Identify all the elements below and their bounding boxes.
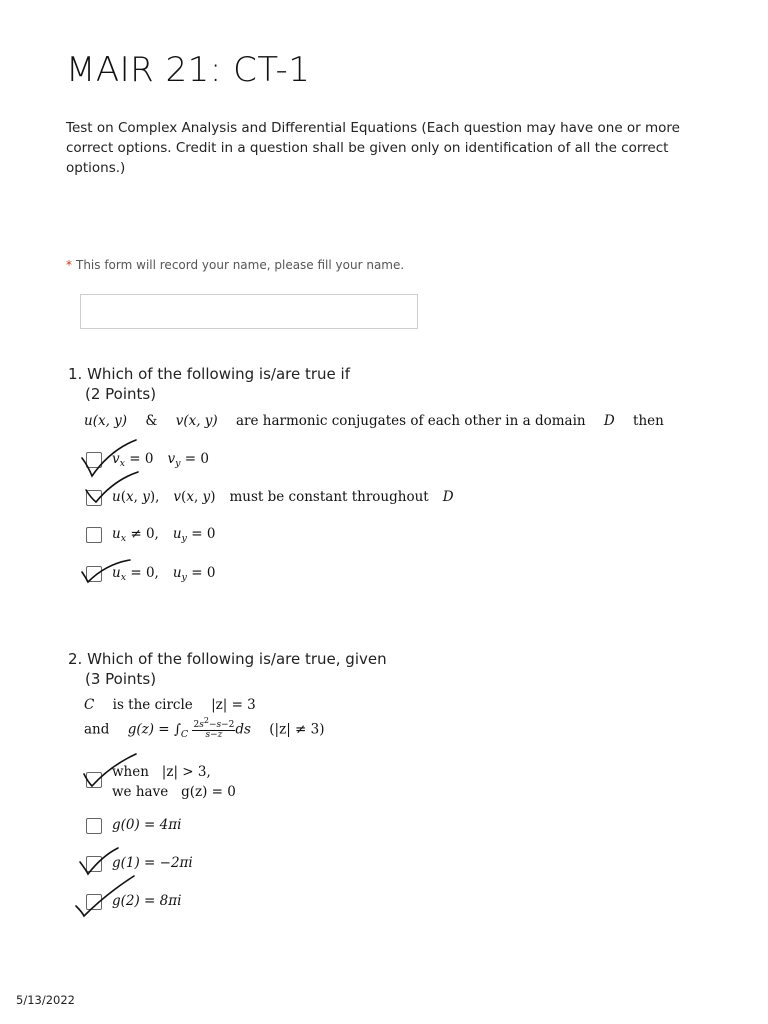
- q2-option-1[interactable]: [86, 764, 236, 802]
- q2-option-1-line-1: when |z| > 3,: [112, 764, 211, 780]
- q2-option-4-label: g(2) = 8πi: [112, 893, 182, 909]
- notice-text: This form will record your name, please fill your name.: [76, 258, 405, 272]
- q1-option-3-label: $u_x \ne 0$, $u_y = 0$: [112, 526, 216, 544]
- stem-domain: D: [603, 413, 615, 429]
- stem-g-integral: g(z) = ∫: [127, 721, 181, 738]
- form-description: Test on Complex Analysis and Differential Equations (Each question may have one or more correct options. Credit in a question shall be given only on identification of all the correct options.): [66, 120, 680, 176]
- stem-ds: ds: [235, 721, 251, 738]
- stem-then: then: [633, 413, 664, 429]
- question-1: [68, 364, 350, 404]
- print-date: 5/13/2022: [16, 993, 75, 1007]
- question-2-stem-2: [84, 716, 325, 740]
- question-1-stem: [84, 413, 664, 429]
- q1-option-1-checkbox[interactable]: [86, 452, 102, 468]
- question-2-title: 2. Which of the following is/are true, given: [68, 650, 387, 668]
- q2-option-2-label: g(0) = 4πi: [112, 817, 182, 833]
- q2-option-3-label: g(1) = −2πi: [112, 855, 193, 871]
- stem-text: are harmonic conjugates of each other in a domain: [235, 413, 586, 429]
- q1-option-3-checkbox[interactable]: [86, 527, 102, 543]
- q1-option-1[interactable]: [86, 451, 209, 468]
- q1-option-3[interactable]: [86, 526, 215, 543]
- q2-option-2[interactable]: [86, 817, 181, 834]
- stem-radius: |z| = 3: [211, 697, 256, 713]
- name-notice: [66, 258, 404, 272]
- stem-fraction: $\frac{2s2-s-2}{s-z}$: [193, 716, 235, 740]
- question-1-title: 1. Which of the following is/are true if: [68, 365, 350, 383]
- q1-option-4[interactable]: [86, 565, 215, 582]
- question-2-stem-1: [84, 697, 256, 713]
- name-input[interactable]: [80, 294, 418, 329]
- required-star: *: [66, 258, 72, 272]
- q2-option-2-checkbox[interactable]: [86, 818, 102, 834]
- stem-v: v(x, y): [175, 413, 218, 429]
- question-1-points: (2 Points): [85, 385, 157, 403]
- stem-is-circle: is the circle: [112, 697, 193, 713]
- q1-option-4-label: $u_x = 0$, $u_y = 0$: [112, 565, 216, 583]
- q1-option-2-checkbox[interactable]: [86, 490, 102, 506]
- stem-circle-c: C: [84, 697, 95, 713]
- stem-and: and: [84, 721, 110, 738]
- stem-contour-c: C: [180, 728, 189, 740]
- q2-option-3-checkbox[interactable]: [86, 856, 102, 872]
- q1-option-2[interactable]: [86, 489, 454, 506]
- form-title: MAIR 21: CT-1: [66, 50, 311, 90]
- q1-option-2-label: u(x, y), v(x, y) must be constant throughout D: [112, 489, 454, 505]
- q2-option-1-line-2: we have g(z) = 0: [112, 784, 236, 800]
- q1-option-4-checkbox[interactable]: [86, 566, 102, 582]
- stem-ampersand: &: [145, 413, 158, 429]
- q2-option-1-label: [112, 762, 236, 802]
- question-2: [68, 649, 387, 689]
- q2-option-3[interactable]: [86, 855, 193, 872]
- q2-option-1-checkbox[interactable]: [86, 772, 102, 788]
- stem-condition: (|z| ≠ 3): [269, 721, 325, 738]
- q1-option-1-label: $v_x = 0$ $v_y = 0$: [112, 451, 209, 469]
- stem-u: u(x, y): [84, 413, 128, 429]
- q2-option-4-checkbox[interactable]: [86, 894, 102, 910]
- q2-option-4[interactable]: [86, 893, 181, 910]
- question-2-points: (3 Points): [85, 670, 157, 688]
